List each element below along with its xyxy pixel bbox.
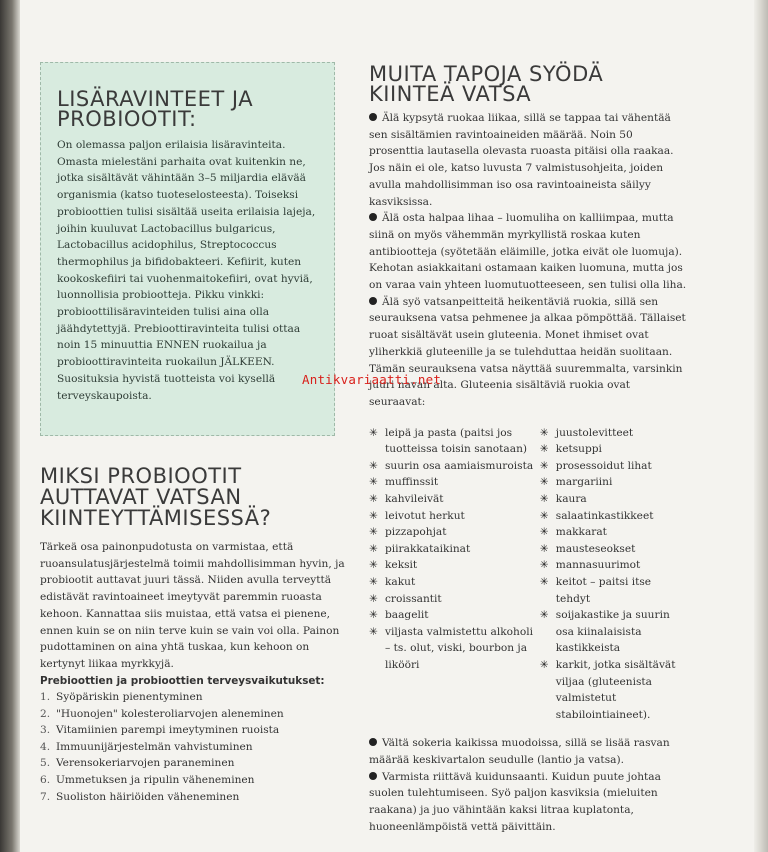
gluten-food-item [369,591,540,608]
gluten-food-item [369,574,540,591]
gluten-food-text: karkit, jotka sisältävät viljaa (gluteenista valmistetut stabilointiaineet). [555,658,676,721]
paragraph-meat [369,210,687,294]
benefit-number: 7. [40,790,51,803]
benefit-text: Suoliston häiriöiden väheneminen [56,790,240,803]
benefit-item [40,755,350,772]
gluten-food-item [369,491,540,508]
asterisk-icon: ✳ [539,658,549,671]
benefit-item [40,722,350,739]
asterisk-icon: ✳ [369,592,378,605]
paragraph-fiber [369,769,687,836]
gluten-food-item [540,425,687,442]
paragraph-cooking [369,110,687,210]
gluten-food-text: muffinssit [385,476,439,489]
gluten-food-text: baagelit [385,609,429,622]
gluten-food-item [540,474,687,491]
benefit-item [40,739,350,756]
asterisk-icon: ✳ [369,459,378,472]
gluten-food-text: mannasuurimot [555,559,641,572]
gluten-food-item [540,574,687,607]
asterisk-icon: ✳ [539,459,549,472]
watermark: Antikvariaatti.net [302,372,442,387]
asterisk-icon: ✳ [369,542,378,555]
benefit-number: 5. [40,757,51,770]
asterisk-icon: ✳ [539,426,549,439]
gluten-food-text: ketsuppi [555,443,602,456]
heading-line: PROBIOOTIT: [57,107,197,131]
gluten-food-text: margariini [555,476,613,489]
benefit-number: 4. [40,740,51,753]
benefits-section [40,673,350,805]
heading-line: MIKSI PROBIOOTIT [40,464,242,488]
gluten-food-item [369,458,540,475]
asterisk-icon: ✳ [539,609,549,622]
paragraph-text: Älä kypsytä ruokaa liikaa, sillä se tappaa tai vähentää sen sisältämien ravintoaineiden määrää. Noin 50 prosenttia lautasella olevasta ruoasta pitäisi olla raakaa. Jos näin ei ole, katso luvusta 7 valmistusohjeita, joiden avulla mahdollisimman iso osa ravintoaineista säilyy kasviksissa. [369,112,674,208]
asterisk-icon: ✳ [539,443,549,456]
gluten-food-item [369,524,540,541]
gluten-food-item [540,441,687,458]
gluten-food-text: keitot – paitsi itse tehdyt [555,576,652,605]
gluten-food-text: mausteseokset [555,542,636,555]
asterisk-icon: ✳ [539,476,549,489]
benefit-text: Ummetuksen ja ripulin väheneminen [56,773,255,786]
asterisk-icon: ✳ [539,493,549,506]
gluten-foods-column-2 [540,425,687,724]
right-heading [369,64,687,104]
heading-line: LISÄRAVINTEET JA [57,87,254,111]
asterisk-icon: ✳ [369,493,378,506]
gluten-food-item [540,557,687,574]
benefit-text: "Huonojen" kolesteroliarvojen aleneminen [56,707,284,720]
heading-line: KIINTEYTTÄMISESSÄ? [40,506,272,530]
paragraph-text: Älä osta halpaa lihaa – luomuliha on kalliimpaa, mutta siinä on myös vähemmän myrkyllistä roskaa kuten antibiootteja (syötetään eläimille, jotka eivät ole luomuja). Kehotan asiakkaitani ostamaan kaiken luomuna, mutta jos on varaa vain yhteen luomutuotteeseen, sen tulisi olla liha. [369,212,687,292]
gluten-food-item [540,491,687,508]
asterisk-icon: ✳ [369,625,378,638]
gluten-food-item [369,541,540,558]
asterisk-icon: ✳ [539,526,549,539]
asterisk-icon: ✳ [369,509,378,522]
asterisk-icon: ✳ [369,426,378,439]
paragraph-text: Älä syö vatsanpeitteitä heikentäviä ruokia, sillä sen seurauksena vatsa pehmenee ja alkaa pömpöttää. Tällaiset ruoat sisältävät usein gluteenia. Monet ihmiset ovat yliherkkiä gluteenille ja se tulehduttaa heidän suolitaan. Tämän seurauksena vatsa näyttää suuremmalta, varsinkin juuri navan alta. Gluteenia sisältäviä ruokia ovat seuraavat: [369,295,686,408]
benefit-item [40,706,350,723]
gluten-food-text: prosessoidut lihat [555,459,652,472]
benefits-list [40,689,350,805]
heading-line: KIINTEÄ VATSA [369,82,532,106]
asterisk-icon: ✳ [369,526,378,539]
gluten-food-text: suurin osa aamiaismuroista [385,459,534,472]
gluten-food-text: croissantit [385,592,442,605]
gluten-food-item [540,541,687,558]
gluten-food-text: juustolevitteet [555,426,634,439]
probiotics-heading [40,466,350,529]
gluten-foods-list [369,425,687,724]
benefit-number: 3. [40,724,51,737]
benefit-number: 6. [40,773,51,786]
bullet-icon [369,297,377,305]
benefit-number: 1. [40,691,51,703]
gluten-food-text: keksit [385,559,418,572]
benefit-number: 2. [40,707,51,720]
gluten-food-item [540,458,687,475]
gluten-food-text: soijakastike ja suurin osa kiinalaisista kastikkeista [555,609,670,655]
benefit-text: Vitamiinien parempi imeytyminen ruoista [56,724,280,737]
probiotics-text: Tärkeä osa painonpudotusta on varmistaa, että ruoansulatusjärjestelmä toimii mahdollisimman hyvin, ja probiootit auttavat juuri tässä. Niiden avulla terveyttä edistävät ravintoaineet imeytyvät paremmin ruoasta kehoon. Kannattaa siis muistaa, että vatsa ei pienene, ennen kuin se on niin terve kuin se vain voi olla. Painon pudottaminen on aina yhtä tuskaa, kun kehoon on kertynyt liikaa myrkkyjä. [40,541,345,670]
paragraph-gluten [369,294,687,411]
gluten-food-item [369,474,540,491]
asterisk-icon: ✳ [369,576,378,588]
benefit-text: Verensokeriarvojen paraneminen [56,757,235,770]
bullet-icon [369,772,377,780]
gluten-foods-column-1 [369,425,540,724]
probiotics-section [40,466,350,673]
page-edge [754,0,768,852]
gluten-food-item [540,524,687,541]
supplements-box [40,62,335,436]
gluten-food-text: kakut [385,576,416,588]
supplements-text: On olemassa paljon erilaisia lisäravinteita. Omasta mielestäni parhaita ovat kuitenkin ne, jotka sisältävät vähintään 3–5 miljardia elävää organismia (katso tuoteselosteesta). Toiseksi probioottien tulisi sisältää useita erilaisia lajeja, joihin kuuluvat Lactobacillus bulgaricus, Lactobacillus acidophilus, Streptococcus thermophilus ja bifidobakteeri. Kefiirit, kuten kookoskefiiri tai vuohenmaitokefiiri, ovat hyviä, luonnollisia probiootteja. Pikku vinkki: probioottilisäravinteiden tulisi aina olla jäähdytettyjä. Prebioottiravinteita tulisi ottaa noin 15 minuuttia ENNEN ruokailua ja probioottiravinteita ruokailun JÄLKEEN. Suosituksia hyvistä tuotteista voi kysellä terveyskaupoista. [57,139,316,402]
asterisk-icon: ✳ [369,559,378,572]
gluten-food-item [369,624,540,674]
heading-line: AUTTAVAT VATSAN [40,485,242,509]
right-column [369,64,687,836]
gluten-food-text: leipä ja pasta (paitsi jos tuotteissa toisin sanotaan) [385,426,528,456]
book-binding-shadow [0,0,20,852]
gluten-food-text: pizzapohjat [385,526,447,539]
gluten-food-item [369,425,540,458]
benefits-title: Prebioottien ja probioottien terveysvaikutukset: [40,675,325,687]
bullet-icon [369,738,377,746]
gluten-food-text: makkarat [555,526,607,539]
bullet-icon [369,213,377,221]
asterisk-icon: ✳ [539,576,549,588]
asterisk-icon: ✳ [539,559,549,572]
benefit-text: Syöpäriskin pienentyminen [56,691,203,703]
asterisk-icon: ✳ [539,542,549,555]
heading-line: MUITA TAPOJA SYÖDÄ [369,62,604,86]
supplements-heading [57,89,320,129]
gluten-food-text: viljasta valmistettu alkoholi – ts. olut, viski, bourbon ja likööri [385,625,534,671]
paragraph-sugar [369,735,687,768]
gluten-food-item [369,508,540,525]
gluten-food-item [540,657,687,723]
gluten-food-item [540,508,687,525]
closing-paragraphs [369,735,687,835]
gluten-food-text: leivotut herkut [385,509,465,522]
asterisk-icon: ✳ [539,509,549,522]
benefit-item [40,689,350,706]
benefit-item [40,789,350,806]
gluten-food-text: kahvileivät [385,493,444,506]
gluten-food-item [369,607,540,624]
benefit-text: Immuunijärjestelmän vahvistuminen [56,740,253,753]
benefit-item [40,772,350,789]
asterisk-icon: ✳ [369,476,378,489]
paragraph-text: Vältä sokeria kaikissa muodoissa, sillä se lisää rasvan määrää keskivartalon seudulle (lantio ja vatsa). [369,737,670,767]
asterisk-icon: ✳ [369,609,378,622]
paragraph-text: Varmista riittävä kuidunsaanti. Kuidun puute johtaa suolen tulehtumiseen. Syö paljon kasviksia (mieluiten raakana) ja juo vähintään kaksi litraa kuplatonta, huoneenlämpöistä vettä päivittäin. [369,770,661,833]
gluten-food-item [540,607,687,657]
gluten-food-item [369,557,540,574]
gluten-food-text: piirakkataikinat [385,542,471,555]
gluten-food-text: kaura [555,493,587,506]
gluten-food-text: salaatinkastikkeet [555,509,654,522]
bullet-icon [369,113,377,121]
